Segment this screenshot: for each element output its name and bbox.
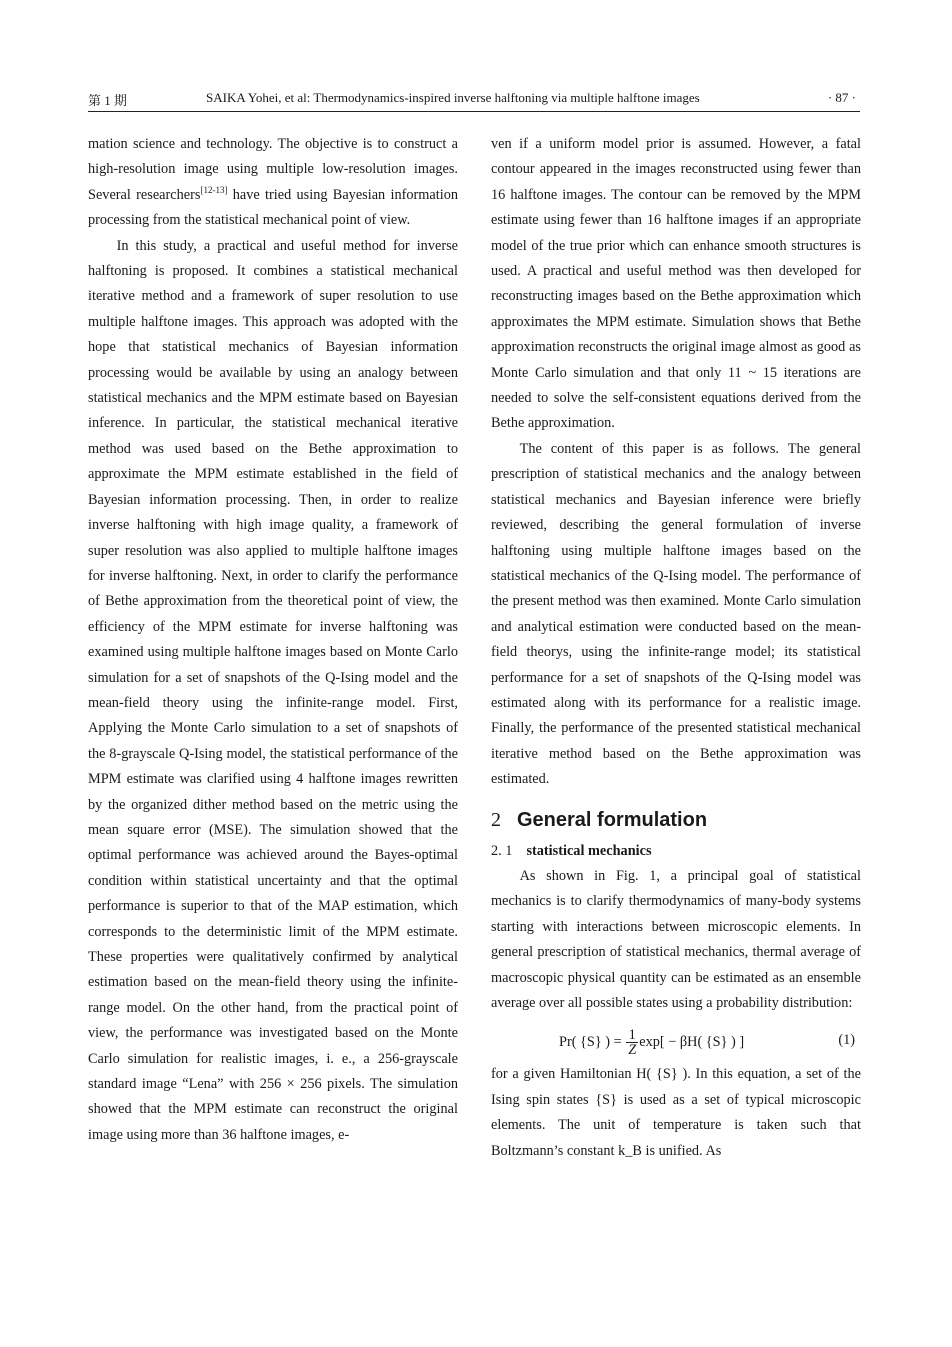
subsection-title: statistical mechanics bbox=[526, 842, 652, 859]
equation-1 bbox=[491, 1018, 861, 1059]
paragraph: In this study, a practical and useful method for inverse halftoning is proposed. It combines a statistical mechanical iterative method and a framework of super resolution to use multiple halftone images. This approach was adopted with the hope that statistical mechanics of Bayesian information processing would be available by using an analogy between statistical mechanics and the MPM estimate based on Bayesian inference. In particular, the statistical mechanical iterative method was used based on the Bethe approximation to approximate the MPM estimate established in the field of Bayesian information processing. Then, in order to realize inverse halftoning with high image quality, a framework of super resolution was also applied to multiple halftone images for inverse halftoning. Next, in order to clarify the performance of Bethe approximation from the theoretical point of view, the efficiency of the MPM estimate for inverse halftoning was examined using multiple halftone images based on Monte Carlo simulation for a set of snapshots of the Q-Ising model and the mean-field theory using the infinite-range model. First, Applying the Monte Carlo simulation to a set of snapshots of the 8-grayscale Q-Ising model, the statistical performance of the MPM estimate was clarified using 4 halftone images rewritten by the organized dither method based on the metric using the mean square error (MSE). The simulation showed that the optimal performance was achieved around the Bayes-optimal condition within statistical uncertainty and that the optimal performance is superior to that of the MAP estimation, which corresponds to the deterministic limit of the MPM estimate. These properties were qualitatively confirmed by analytical estimation based on the mean-field theory using the infinite-range model. On the other hand, from the practical point of view, the performance was investigated based on the Monte Carlo simulation for realistic images, i. e., a 256-grayscale standard image “Lena” with 256 × 256 pixels. The simulation showed that the MPM estimate can reconstruct the original image using more than 36 halftone images, e- bbox=[88, 237, 458, 1143]
equation-lhs: Pr( {S} ) = bbox=[559, 1034, 622, 1051]
paragraph: for a given Hamiltonian H( {S} ). In this equation, a set of the Ising spin states {S} is used as a set of typical microscopic elements. The unit of temperature is taken such that Boltzmann’s constant k_B is unified. As bbox=[491, 1066, 861, 1159]
issue-number: 第 1 期 bbox=[88, 93, 128, 108]
running-title: SAIKA Yohei, et al: Thermodynamics-inspired inverse halftoning via multiple halftone images bbox=[206, 90, 700, 105]
section-number: 2 bbox=[491, 808, 501, 831]
section-title: General formulation bbox=[517, 808, 708, 831]
fraction-denominator: Z bbox=[628, 1042, 637, 1059]
subsection-number: 2. 1 bbox=[491, 842, 513, 859]
equation-fraction bbox=[626, 1028, 638, 1057]
running-header bbox=[88, 86, 860, 112]
equation-body bbox=[559, 1028, 744, 1057]
fraction-numerator: 1 bbox=[626, 1028, 638, 1043]
equation-number: (1) bbox=[838, 1032, 855, 1049]
right-column bbox=[491, 132, 861, 1164]
header-rule bbox=[88, 111, 860, 112]
left-column bbox=[88, 132, 458, 1148]
paragraph bbox=[88, 132, 458, 234]
equation-rhs: exp[ − βH( {S} ) ] bbox=[639, 1034, 745, 1051]
paragraph: ven if a uniform model prior is assumed. However, a fatal contour appeared in the images reconstructed using fewer than 16 halftone images. The contour can be removed by the MPM estimate using fewer than 16 halftone images if an appropriate model of the true prior which can enhance smooth structures is used. A practical and useful method was then developed for reconstructing images based on the Bethe approximation which approximates the MPM estimate. Simulation shows that Bethe approximation reconstructs the original image almost as good as Monte Carlo simulation and that only 11 ~ 15 iterations are needed to solve the self-consistent equations derived from the Bethe approximation. bbox=[491, 136, 861, 432]
paragraph-text: mation science and technology. The objective is to construct a high-resolution image using multiple low-resolution images. Several researchers bbox=[88, 136, 458, 203]
page-number: · 87 · bbox=[827, 90, 856, 105]
paragraph: The content of this paper is as follows. The general prescription of statistical mechanics and the analogy between statistical mechanics and Bayesian inference were briefly reviewed, describing the general formulation of inverse halftoning using multiple halftone images based on the statistical mechanics of the Q-Ising model. The performance of the present method was then examined. Monte Carlo simulation and analytical estimation were conducted based on the mean-field theorys, using the infinite-range model; its statistical performance for a set of snapshots of the Q-Ising model was estimated along with its performance for a realistic image. Finally, the performance of the presented statistical mechanical iterative method based on the Bethe approximation was estimated. bbox=[491, 440, 861, 788]
paragraph: As shown in Fig. 1, a principal goal of statistical mechanics is to clarify thermodynamics of many-body systems starting with interactions between microscopic elements. In general prescription of statistical mechanics, thermal average of macroscopic physical quantity can be estimated as an ensemble average over all possible states using a probability distribution: bbox=[491, 867, 861, 1011]
paragraph-text: have tried using Bayesian information processing from the statistical mechanical point of view. bbox=[88, 186, 458, 229]
citation: [12-13] bbox=[200, 184, 228, 195]
section-heading bbox=[491, 807, 861, 833]
subsection-heading bbox=[491, 839, 861, 864]
